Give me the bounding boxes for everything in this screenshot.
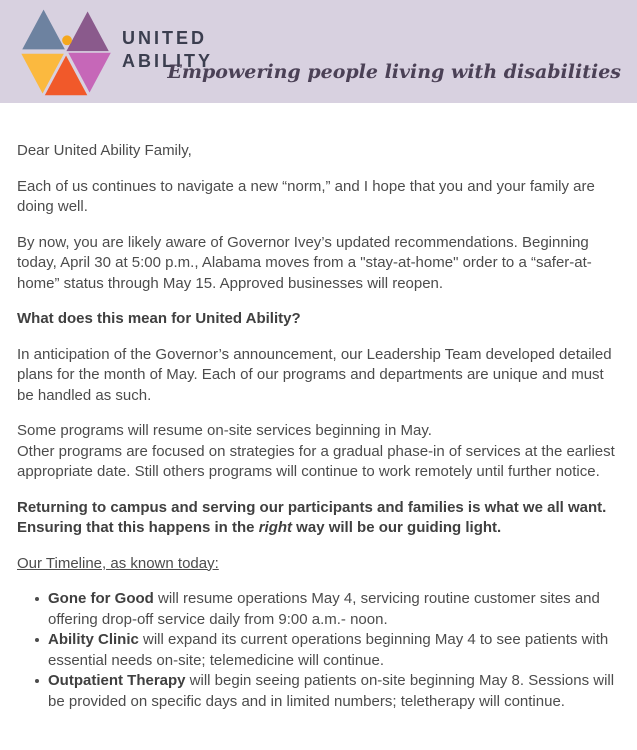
timeline-heading xyxy=(17,554,620,575)
section-heading-meaning: What does this mean for United Ability? xyxy=(17,310,301,327)
paragraph-programs-line1: Some programs will resume on-site services beginning in May. xyxy=(17,422,432,439)
statement-part1: Returning to campus and serving our participants and families is what we all want. Ensuring that this happens in the xyxy=(17,498,607,536)
list-item xyxy=(48,589,620,630)
united-ability-logo xyxy=(20,8,118,98)
brand-tagline: Empowering people living with disabilities xyxy=(167,61,621,83)
paragraph-programs xyxy=(17,421,620,483)
paragraph-statement xyxy=(17,498,620,539)
header-banner xyxy=(0,0,637,103)
bullet-lead: Gone for Good xyxy=(48,590,154,607)
list-item xyxy=(48,630,620,671)
paragraph-governor: By now, you are likely aware of Governor Ivey’s updated recommendations. Beginning today, April 30 at 5:00 p.m., Alabama moves from a "stay-at-home" order to a “safer-at-home” status through May 15. Approved businesses will reopen. xyxy=(17,233,592,292)
list-item xyxy=(48,671,620,712)
bullet-lead: Ability Clinic xyxy=(48,631,139,648)
bullet-text: will begin seeing patients on-site beginning May 8. Sessions will be provided on specific days and in limited numbers; teletherapy will continue. xyxy=(48,672,615,710)
email-body xyxy=(0,103,637,712)
bullet-lead: Outpatient Therapy xyxy=(48,672,186,689)
statement-part2: way will be our guiding light. xyxy=(292,519,502,536)
logo-triangle-slate xyxy=(21,8,66,50)
paragraph-norm: Each of us continues to navigate a new “norm,” and I hope that you and your family are doing well. xyxy=(17,177,595,215)
bullet-text: will resume operations May 4, servicing routine customer sites and offering drop-off service daily from 9:00 a.m.- noon. xyxy=(48,590,600,628)
bullet-text: will expand its current operations beginning May 4 to see patients with essential needs on-site; telemedicine will continue. xyxy=(48,631,609,669)
timeline-list xyxy=(17,589,620,712)
brand-line-1: UNITED xyxy=(122,28,207,48)
logo-triangle-purple xyxy=(65,10,110,52)
greeting: Dear United Ability Family, xyxy=(17,142,192,159)
paragraph-programs-line2: Other programs are focused on strategies for a gradual phase-in of services at the earliest appropriate date. Still others programs will continue to work remotely until further notice. xyxy=(17,442,615,480)
paragraph-anticipation: In anticipation of the Governor’s announcement, our Leadership Team developed detailed plans for the month of May. Each of our programs and departments are unique and must be handled as such. xyxy=(17,345,612,404)
logo-dot xyxy=(62,35,72,45)
brand-line-2: ABILITY xyxy=(122,51,213,71)
statement-emphasis: right xyxy=(258,519,293,536)
timeline-heading-text: Our Timeline, as known today: xyxy=(17,554,219,572)
